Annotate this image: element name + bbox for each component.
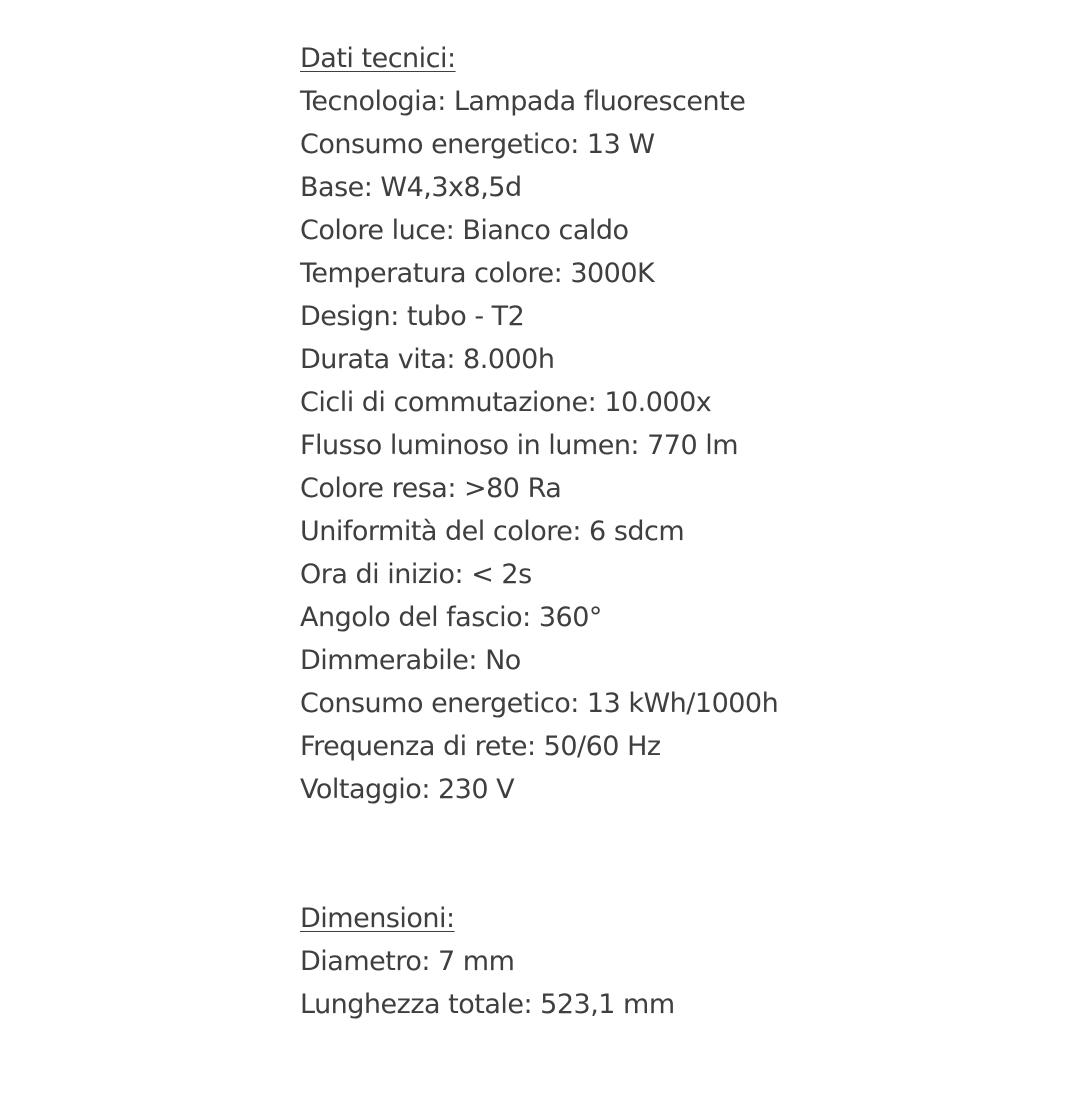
- spec-line-switching-cycles: Cicli di commutazione: 10.000x: [300, 387, 712, 418]
- spec-line-start-time: Ora di inizio: < 2s: [300, 559, 532, 590]
- dimensions-section: [300, 897, 1000, 1026]
- technical-data-section: [300, 37, 1000, 811]
- spec-line-technology: Tecnologia: Lampada fluorescente: [300, 86, 746, 117]
- spec-line-color-uniformity: Uniformità del colore: 6 sdcm: [300, 516, 685, 547]
- spec-line-color-rendering: Colore resa: >80 Ra: [300, 473, 562, 504]
- spec-line-mains-frequency: Frequenza di rete: 50/60 Hz: [300, 731, 661, 762]
- spec-line-lifetime: Durata vita: 8.000h: [300, 344, 555, 375]
- spec-content: [300, 37, 1000, 1026]
- spec-line-luminous-flux: Flusso luminoso in lumen: 770 lm: [300, 430, 739, 461]
- spec-line-total-length: Lunghezza totale: 523,1 mm: [300, 989, 675, 1020]
- spec-line-base: Base: W4,3x8,5d: [300, 172, 522, 203]
- spec-line-dimmable: Dimmerabile: No: [300, 645, 521, 676]
- dimensions-heading: Dimensioni:: [300, 903, 455, 934]
- spec-line-energy-consumption: Consumo energetico: 13 kWh/1000h: [300, 688, 779, 719]
- spec-line-beam-angle: Angolo del fascio: 360°: [300, 602, 602, 633]
- spec-line-color-temperature: Temperatura colore: 3000K: [300, 258, 655, 289]
- technical-data-heading: Dati tecnici:: [300, 43, 456, 74]
- spec-line-power-consumption: Consumo energetico: 13 W: [300, 129, 655, 160]
- spec-line-design: Design: tubo - T2: [300, 301, 525, 332]
- spec-line-voltage: Voltaggio: 230 V: [300, 774, 515, 805]
- spec-line-light-color: Colore luce: Bianco caldo: [300, 215, 629, 246]
- spec-line-diameter: Diametro: 7 mm: [300, 946, 515, 977]
- section-spacer: [300, 811, 1000, 897]
